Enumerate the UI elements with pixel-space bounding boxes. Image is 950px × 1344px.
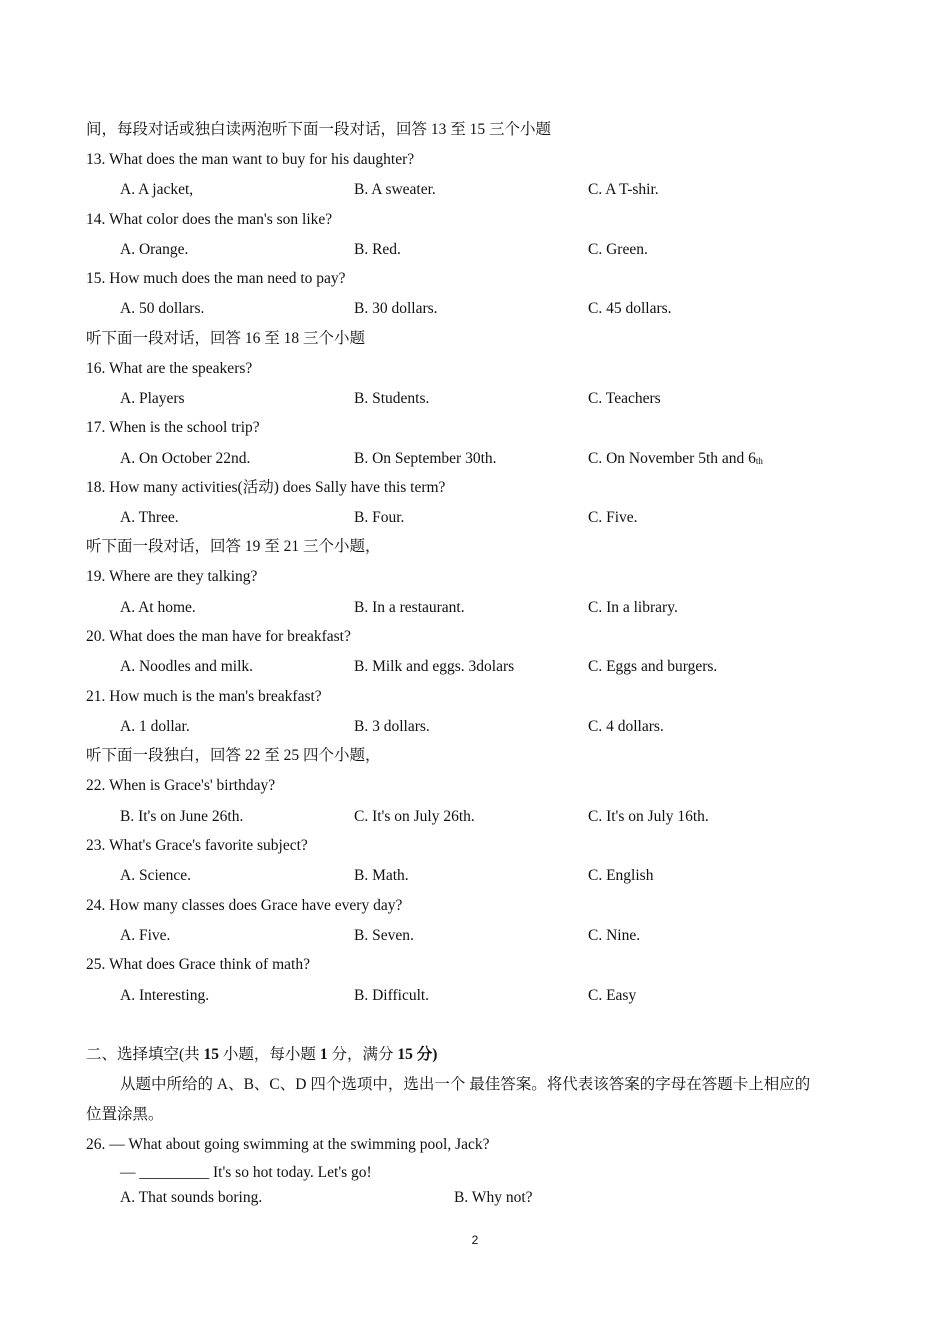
option-b: B. Milk and eggs. 3dolars (354, 658, 515, 675)
option-b: B. 30 dollars. (354, 300, 438, 317)
option-b: B. Red. (354, 241, 401, 258)
question-26: 26. — What about going swimming at the swimming pool, Jack? (86, 1136, 490, 1153)
option-a: A. Players (120, 390, 185, 407)
question-13: 13. What does the man want to buy for his daughter? (86, 151, 415, 168)
question-15: 15. How much does the man need to pay? (86, 270, 346, 287)
option-b: B. 3 dollars. (354, 718, 430, 735)
option-c: C. Green. (588, 241, 648, 258)
section-instruction: 间，每段对话或独白读两泡听下面一段对话，回答 13 至 15 三个小题 (86, 121, 552, 138)
question-18: 18. How many activities(活动) does Sally have this term? (86, 479, 446, 496)
section-instruction: 听下面一段独白，回答 22 至 25 四个小题， (86, 747, 381, 764)
option-c: C. Five. (588, 509, 638, 526)
section-instruction: 位置涂黑。 (86, 1106, 164, 1123)
section-instruction: 听下面一段对话，回答 16 至 18 三个小题 (86, 330, 366, 347)
heading-part: 二、选择填空(共 (86, 1046, 204, 1063)
option-a: A. A jacket, (120, 181, 194, 198)
option-c: C. Nine. (588, 927, 641, 944)
ordinal-suffix: th (755, 456, 763, 466)
question-17: 17. When is the school trip? (86, 419, 260, 436)
option-b: B. Four. (354, 509, 405, 526)
option-c: C. Easy (588, 987, 637, 1004)
question-22: 22. When is Grace's' birthday? (86, 777, 276, 794)
question-25: 25. What does Grace think of math? (86, 956, 310, 973)
question-count: 15 (203, 1046, 220, 1063)
question-16: 16. What are the speakers? (86, 360, 253, 377)
option-b: B. Difficult. (354, 987, 430, 1004)
option-b: C. It's on July 26th. (354, 808, 475, 825)
option-b: B. In a restaurant. (354, 599, 465, 616)
option-a: A. On October 22nd. (120, 450, 251, 467)
option-c: C. It's on July 16th. (588, 808, 709, 825)
option-a: B. It's on June 26th. (120, 808, 244, 825)
option-a: A. 50 dollars. (120, 300, 205, 317)
question-20: 20. What does the man have for breakfast? (86, 628, 351, 645)
option-c: C. English (588, 867, 654, 884)
option-b: B. A sweater. (354, 181, 436, 198)
option-a: A. Noodles and milk. (120, 658, 254, 675)
option-a: A. 1 dollar. (120, 718, 190, 735)
option-c-text: C. On November 5th and 6 (588, 450, 756, 467)
question-21: 21. How much is the man's breakfast? (86, 688, 322, 705)
score-per-question: 1 (319, 1046, 328, 1063)
question-26-reply: — _________ It's so hot today. Let's go! (120, 1164, 372, 1181)
option-c: C. A T-shir. (588, 181, 659, 198)
option-a: A. Five. (120, 927, 171, 944)
option-b: B. Seven. (354, 927, 414, 944)
option-c: C. In a library. (588, 599, 678, 616)
section-instruction: 从题中所给的 A、B、C、D 四个选项中，选出一个 最佳答案。将代表该答案的字母在答题卡上相应的 (120, 1076, 811, 1093)
option-b: B. Students. (354, 390, 430, 407)
option-a: A. At home. (120, 599, 196, 616)
option-a: A. Interesting. (120, 987, 210, 1004)
section-heading (86, 1045, 437, 1065)
total-score: 15 (397, 1046, 413, 1063)
option-b: B. On September 30th. (354, 450, 497, 467)
option-a: A. Orange. (120, 241, 189, 258)
section-instruction: 听下面一段对话，回答 19 至 21 三个小题， (86, 538, 381, 555)
option-a: A. That sounds boring. (120, 1189, 263, 1206)
option-c: C. Eggs and burgers. (588, 658, 718, 675)
option-c: C. 45 dollars. (588, 300, 672, 317)
heading-part: 分，满分 (327, 1046, 398, 1063)
option-c: C. Teachers (588, 390, 661, 407)
option-b: B. Math. (354, 867, 409, 884)
option-a: A. Three. (120, 509, 179, 526)
option-a: A. Science. (120, 867, 192, 884)
page-number: 2 (471, 1233, 479, 1247)
question-14: 14. What color does the man's son like? (86, 211, 333, 228)
option-c: C. 4 dollars. (588, 718, 664, 735)
question-24: 24. How many classes does Grace have every day? (86, 897, 403, 914)
question-23: 23. What's Grace's favorite subject? (86, 837, 308, 854)
option-c (588, 449, 763, 470)
option-b: B. Why not? (454, 1189, 533, 1206)
heading-part: 小题，每小题 (219, 1046, 320, 1063)
question-19: 19. Where are they talking? (86, 568, 258, 585)
heading-part: 分) (412, 1046, 438, 1063)
